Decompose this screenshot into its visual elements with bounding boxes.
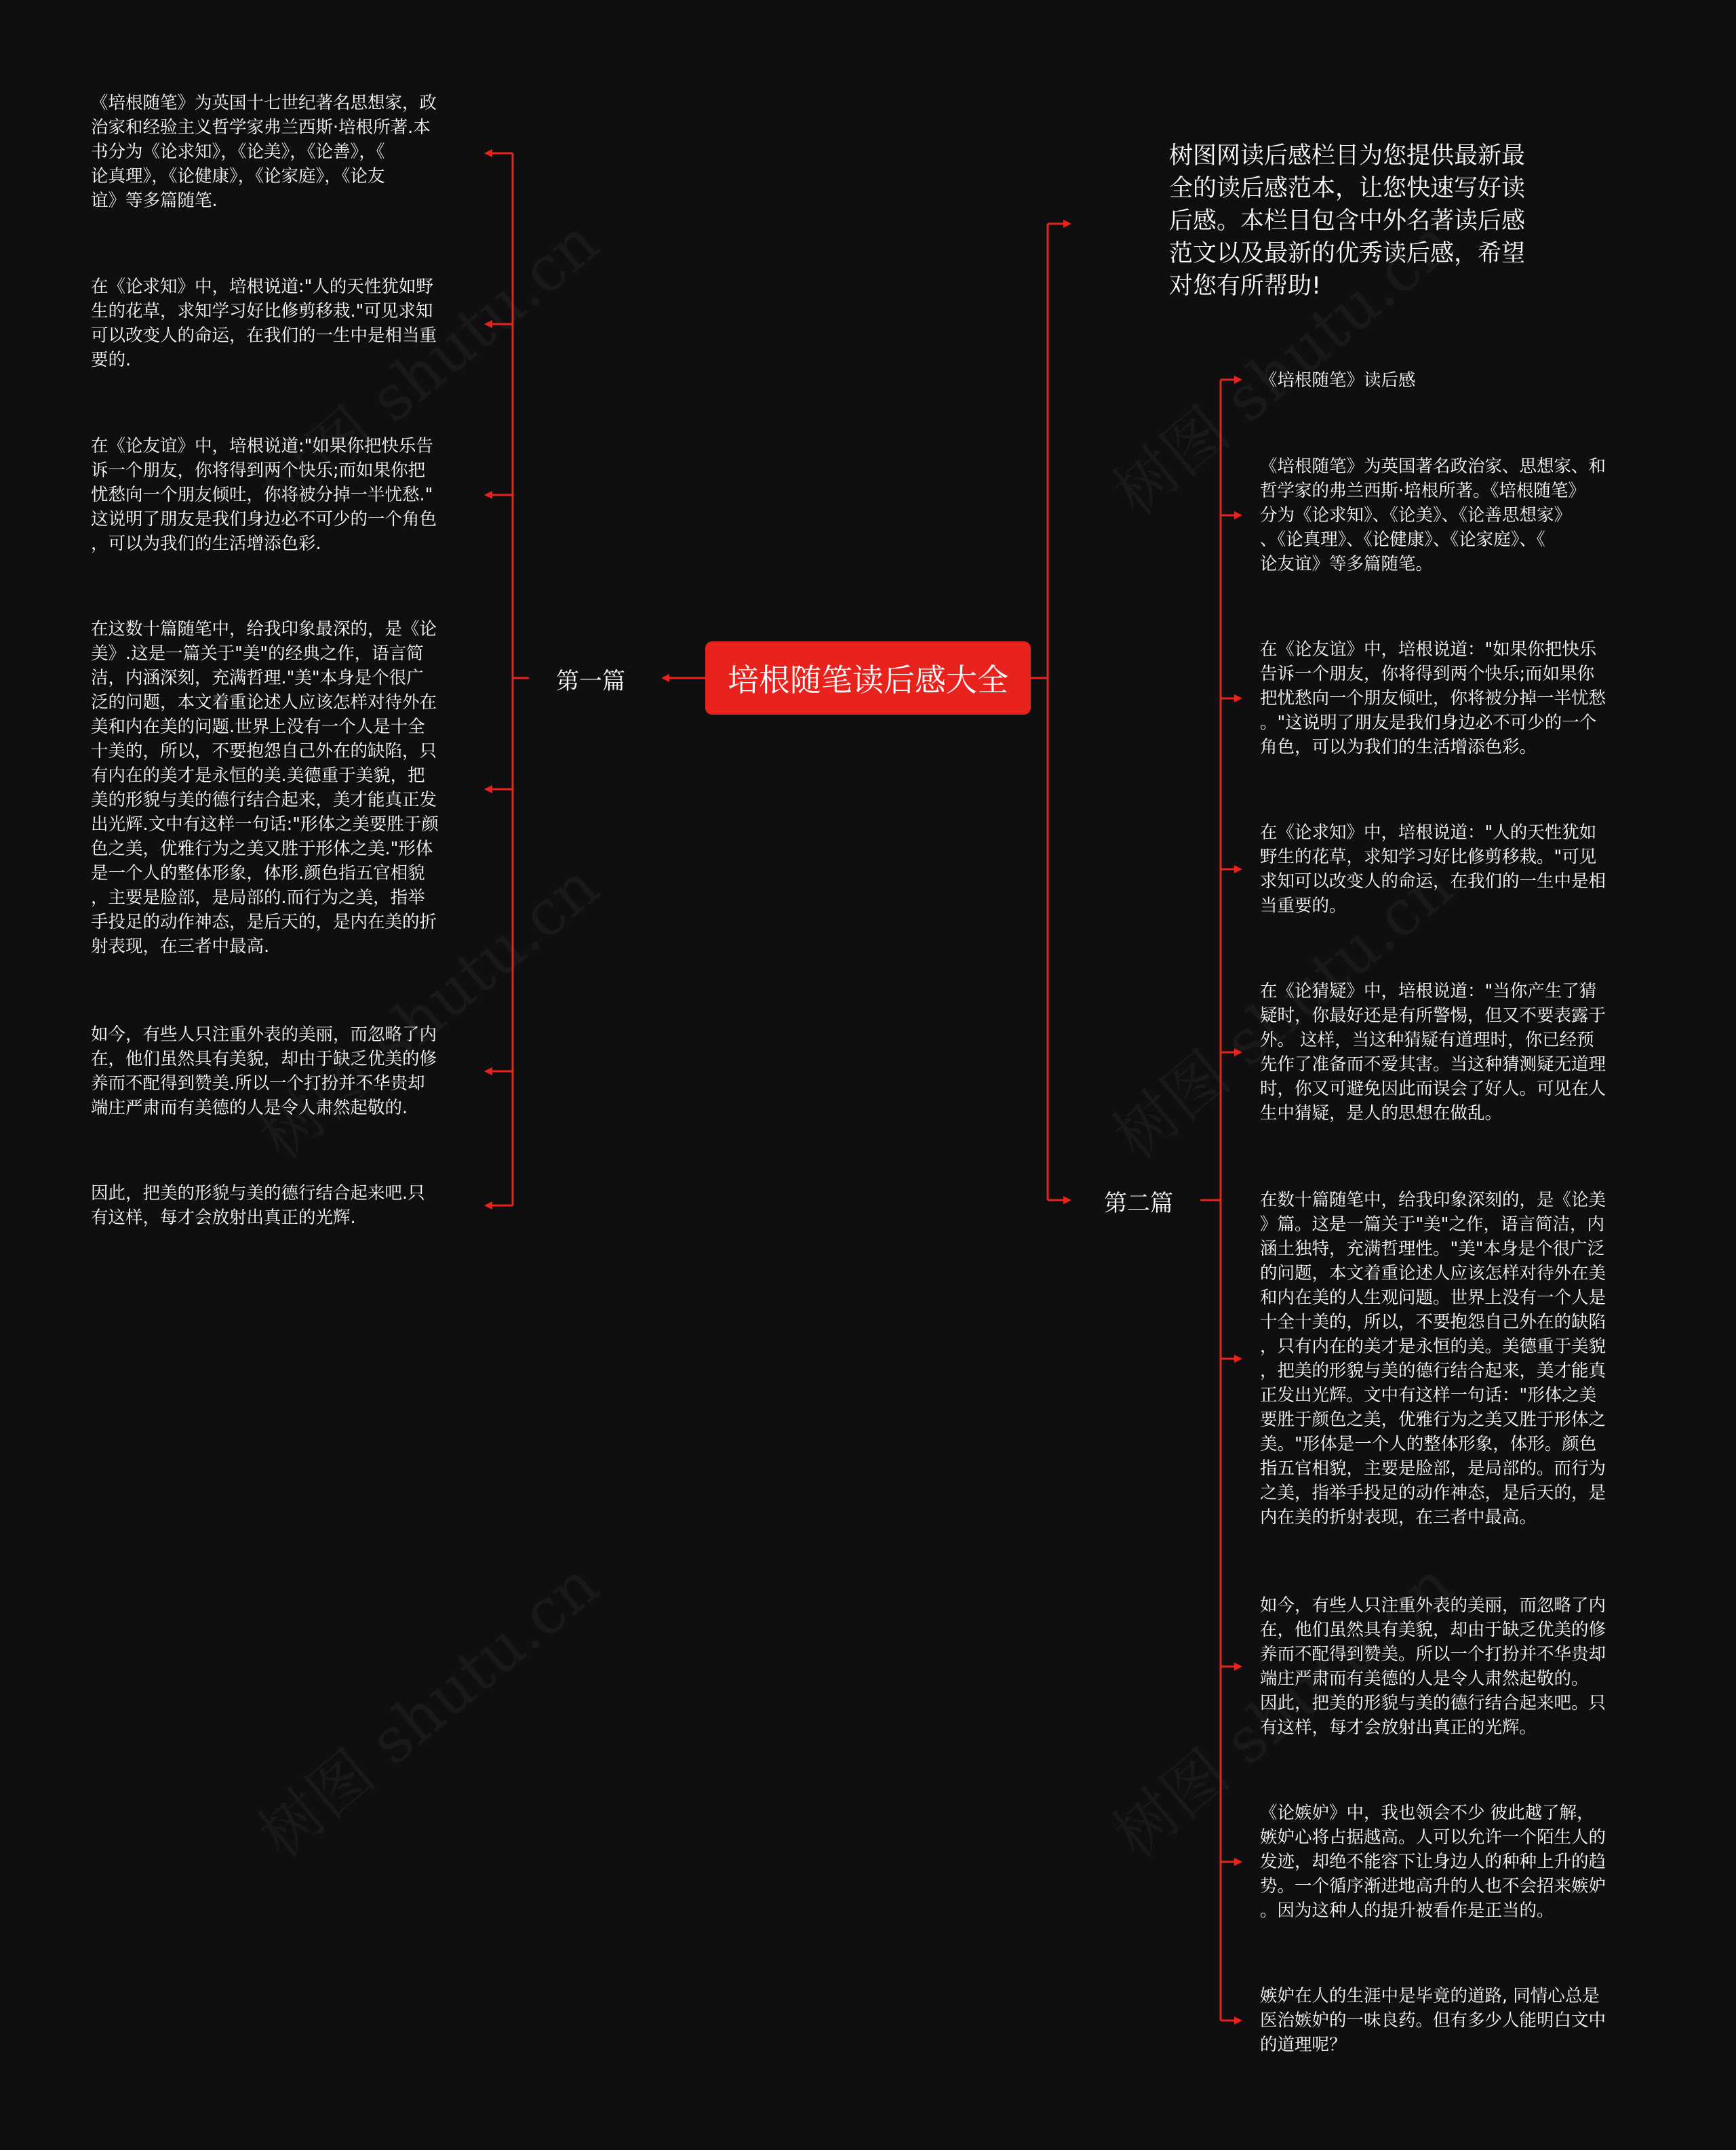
root-title: 培根随笔读后感大全 xyxy=(728,662,1008,698)
leaf-first-5: 如今，有些人只注重外表的美丽，而忽略了内 在，他们虽然具有美貌，却由于缺乏优美的修 养而不配得到赞美.所以一个打扮并不华贵却 端庄严肃而有美德的人是令人肃然起敬的. xyxy=(91,1024,437,1118)
leaf-second-5: 在《论猜疑》中，培根说道："当你产生了猜 疑时，你最好还是有所警惕，但又不要表露于 外。 这样，当这种猜疑有道理时，你已经预 先作了准备而不爱其害。当这种猜测疑无道理 时，你又可避免因此而误会了好人。可见在人 生中猜疑，是人的思想在做乱。 xyxy=(1260,981,1606,1123)
leaf-second-2: 《培根随笔》为英国著名政治家、思想家、和 哲学家的弗兰西斯·培根所著。《培根随笔》 分为《论求知》、《论美》、《论善思想家》 、《论真理》、《论健康》、《论家庭》、《 论友谊》等多篇随笔。 xyxy=(1260,456,1606,574)
leaf-first-1: 《培根随笔》为英国十七世纪著名思想家，政 治家和经验主义哲学家弗兰西斯·培根所著.本 书分为《论求知》，《论美》，《论善》，《 论真理》，《论健康》，《论家庭》，《论友 谊》等多篇随笔. xyxy=(91,93,437,211)
arrow-s9 xyxy=(1234,2016,1242,2025)
leaf-second-8: 《论嫉妒》中，我也领会不少 彼此越了解， 嫉妒心将占据越高。人可以允许一个陌生人的 发迹，却绝不能容下让身边人的种种上升的趋 势。一个循序渐进地高升的人也不会招来嫉妒 。因为这种人的提升被看作是正当的。 xyxy=(1260,1803,1606,1921)
arrow-f5 xyxy=(484,1067,492,1075)
arrow-s1 xyxy=(1234,376,1242,384)
root-node[interactable] xyxy=(705,641,1031,715)
leaf-second-1: 《培根随笔》读后感 xyxy=(1260,370,1416,391)
leaf-second-3: 在《论友谊》中，培根说道："如果你把快乐 告诉一个朋友，你将得到两个快乐;而如果你 把忧愁向一个朋友倾吐，你将被分掉一半忧愁 。"这说明了朋友是我们身边必不可少的一个 角色，可以为我们的生活增添色彩。 xyxy=(1260,639,1606,757)
arrow-f2 xyxy=(484,320,492,328)
arrow-s2 xyxy=(1234,511,1242,519)
leaf-second-7: 如今，有些人只注重外表的美丽，而忽略了内 在，他们虽然具有美貌，却由于缺乏优美的修 养而不配得到赞美。所以一个打扮并不华贵却 端庄严肃而有美德的人是令人肃然起敬的。 因此，把美的形貌与美的德行结合起来吧。只 有这样，每才会放射出真正的光辉。 xyxy=(1260,1595,1606,1738)
branch-second[interactable]: 第二篇 xyxy=(1104,1190,1173,1217)
arrow-s7 xyxy=(1234,1663,1242,1671)
arrow-first-branch xyxy=(661,674,669,682)
arrow-s4 xyxy=(1234,865,1242,873)
leaf-first-3: 在《论友谊》中，培根说道:"如果你把快乐告 诉一个朋友，你将得到两个快乐;而如果你把 忧愁向一个朋友倾吐，你将被分掉一半忧愁." 这说明了朋友是我们身边必不可少的一个角色 ，可以为我们的生活增添色彩. xyxy=(91,436,437,554)
arrow-f3 xyxy=(484,491,492,499)
leaf-first-6: 因此，把美的形貌与美的德行结合起来吧.只 有这样，每才会放射出真正的光辉. xyxy=(91,1183,425,1228)
leaf-second-6: 在数十篇随笔中，给我印象深刻的，是《论美 》篇。这是一篇关于"美"之作，语言简洁，内 涵土独特，充满哲理性。"美"本身是个很广泛 的问题，本文着重论述人应该怎样对待外在美 和内在美的人生观问题。世界上没有一个人是 十全十美的，所以，不要抱怨自己外在的缺陷 ，只有内在的美才是永恒的美。美德重于美貌 ，把美的形貌与美的德行结合起来，美才能真 正发出光辉。文中有这样一句话："形体之美 要胜于颜色之美，优雅行为之美又胜于形体之 美。"形体是一个人的整体形象，体形。颜色 指五官相貌，主要是脸部，是局部的。而行为 之美，指举手投足的动作神态，是后天的，是 内在美的折射表现，在三者中最高。 xyxy=(1260,1190,1606,1528)
arrow-s5 xyxy=(1234,1048,1242,1056)
leaf-first-2: 在《论求知》中，培根说道:"人的天性犹如野 生的花草，求知学习好比修剪移栽."可见求知 可以改变人的命运，在我们的一生中是相当重 要的. xyxy=(91,277,437,370)
arrow-s6 xyxy=(1234,1355,1242,1363)
leaf-second-9: 嫉妒在人的生涯中是毕竟的道路, 同情心总是 医治嫉妒的一味良药。但有多少人能明白文中 的道理呢？ xyxy=(1260,1986,1606,2055)
arrow-f4 xyxy=(484,785,492,793)
arrow-intro xyxy=(1063,220,1071,228)
branch-first[interactable]: 第一篇 xyxy=(556,668,625,695)
arrow-f6 xyxy=(484,1201,492,1210)
leaf-first-4: 在这数十篇随笔中，给我印象最深的，是《论 美》.这是一篇关于"美"的经典之作，语言简 洁，内涵深刻，充满哲理."美"本身是个很广 泛的问题，本文着重论述人应该怎样对待外在 美和内在美的问题.世界上没有一个人是十全 十美的，所以，不要抱怨自己外在的缺陷，只 有内在的美才是永恒的美.美德重于美貌，把 美的形貌与美的德行结合起来，美才能真正发 出光辉.文中有这样一句话:"形体之美要胜于颜 色之美，优雅行为之美又胜于形体之美."形体 是一个人的整体形象，体形.颜色指五官相貌 ，主要是脸部，是局部的.而行为之美，指举 手投足的动作神态，是后天的，是内在美的折 射表现，在三者中最高. xyxy=(91,619,439,957)
arrow-s3 xyxy=(1234,694,1242,702)
leaf-second-4: 在《论求知》中，培根说道："人的天性犹如 野生的花草，求知学习好比修剪移栽。"可见 求知可以改变人的命运，在我们的一生中是相 当重要的。 xyxy=(1260,822,1606,916)
arrow-s8 xyxy=(1234,1858,1242,1866)
intro-text: 树图网读后感栏目为您提供最新最 全的读后感范本，让您快速写好读 后感。本栏目包含中外名著读后感 范文以及最新的优秀读后感，希望 对您有所帮助! xyxy=(1169,142,1526,300)
arrow-f1 xyxy=(484,149,492,157)
arrow-second-branch xyxy=(1063,1196,1071,1204)
